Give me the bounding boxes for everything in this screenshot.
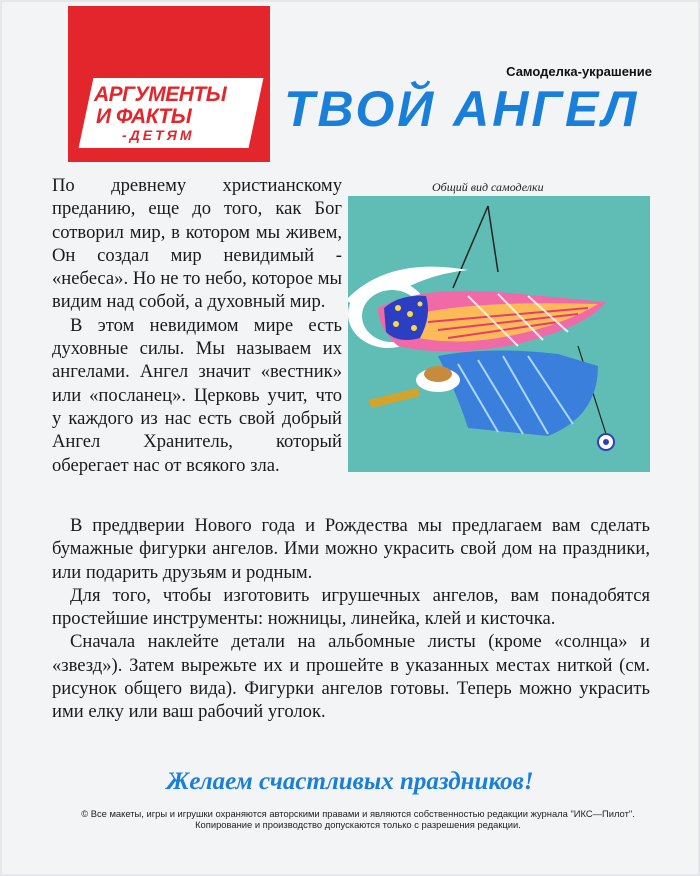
copyright-line-1: © Все макеты, игры и игрушки охраняются авторскими правами и являются собственностью редакции журнала "ИКС—Пилот". <box>81 808 635 819</box>
angel-illustration <box>348 196 650 472</box>
logo-line-1: АРГУМЕНТЫ <box>94 83 227 106</box>
illustration-caption: Общий вид самоделки <box>432 180 544 194</box>
paragraph-2: В этом невидимом мире есть духовные силы. Мы называем их ангелами. Ангел значит «вестник» или «посланец». Церковь учит, что у каждого из нас есть свой добрый Ангел Хранитель, который оберегает нас от всякого зла. <box>52 314 342 476</box>
page-title: ТВОЙ АНГЕЛ <box>284 81 640 137</box>
copyright-line-2: Копирование и производство допускаются только с разрешения редакции. <box>195 819 521 830</box>
section-label: Самоделка-украшение <box>506 64 652 79</box>
holiday-greeting: Желаем счастливых праздников! <box>166 768 534 795</box>
paragraph-3: В преддверии Нового года и Рождества мы предлагаем вам сделать бумажные фигурки ангелов. Ими можно украсить свой дом на праздники, или подарить друзьям и родным. <box>52 515 650 583</box>
instructions-text <box>52 514 650 724</box>
intro-column <box>52 174 342 477</box>
logo-line-3: -ДЕТЯМ <box>122 127 195 143</box>
paragraph-1: По древнему христианскому преданию, еще до того, как Бог сотворил мир, в котором мы живем, Он создал мир невидимый - «небеса». Но не то небо, которое мы видим над собой, а духовный мир. <box>52 175 342 313</box>
logo-line-2: И ФАКТЫ <box>96 105 192 128</box>
paragraph-5: Сначала наклейте детали на альбомные листы (кроме «солнца» и «звезд»). Затем вырежьте их и прошейте в указанных местах ниткой (см. рисунок общего вида). Фигурки ангелов готовы. Теперь можно украсить ими елку или ваш рабочий уголок. <box>52 631 650 723</box>
paragraph-4: Для того, чтобы изготовить игрушечных ангелов, вам понадобятся простейшие инструменты: ножницы, линейка, клей и кисточка. <box>52 584 650 630</box>
angel-figure <box>348 196 650 472</box>
copyright-notice <box>48 808 668 830</box>
magazine-logo <box>68 6 270 162</box>
